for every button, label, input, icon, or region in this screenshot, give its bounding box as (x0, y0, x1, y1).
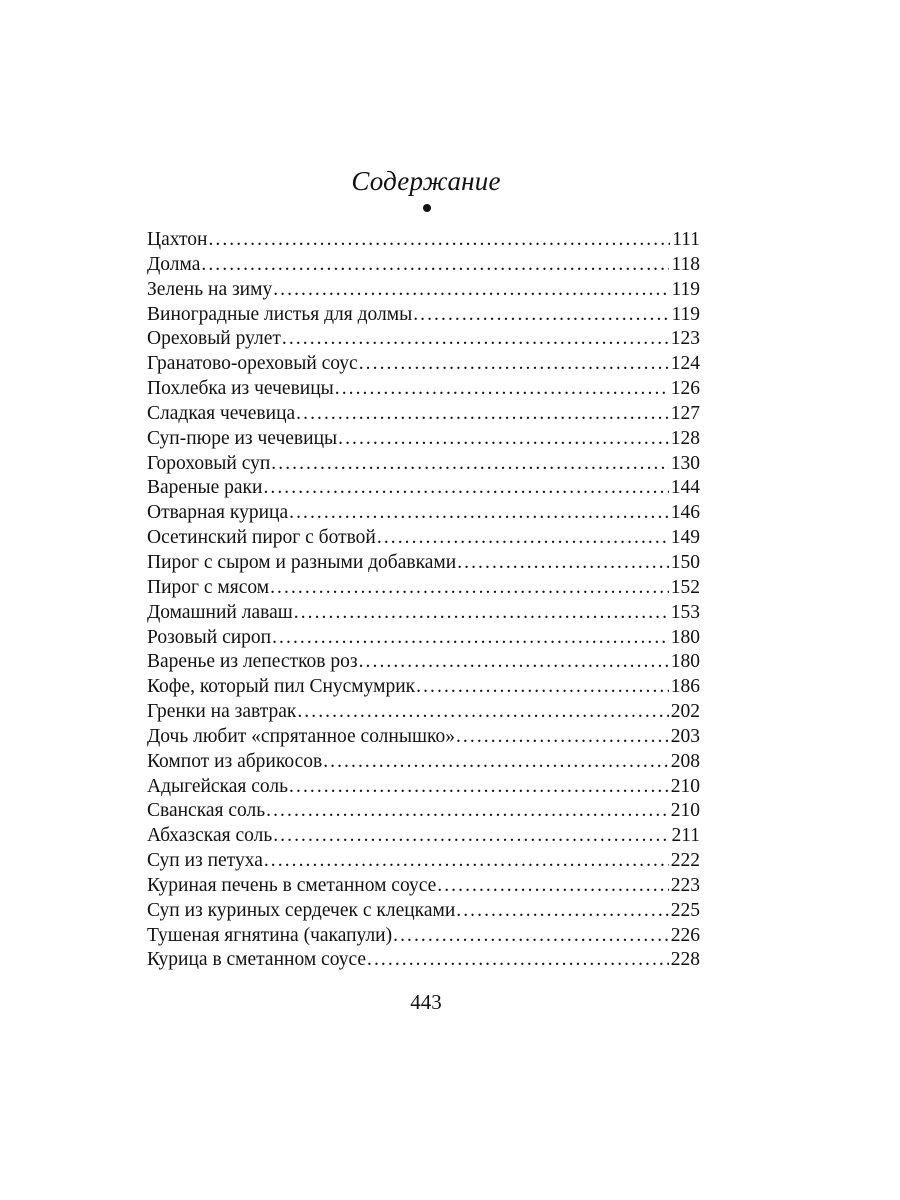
toc-entry (147, 402, 700, 427)
toc-leader-dots (338, 427, 669, 452)
toc-entry (147, 427, 700, 452)
toc-entry (147, 924, 700, 949)
toc-entry-page: 223 (670, 874, 700, 896)
toc-leader-dots (457, 551, 669, 576)
toc-entry-title: Сванская соль (147, 800, 266, 822)
toc-entry-page: 180 (670, 626, 700, 648)
toc-leader-dots (296, 402, 669, 427)
toc-leader-dots (367, 948, 669, 973)
toc-entry (147, 452, 700, 477)
toc-entry-page: 226 (670, 924, 700, 946)
toc-leader-dots (266, 799, 669, 824)
toc-entry (147, 849, 700, 874)
toc-entry-title: Компот из абрикосов (147, 750, 323, 772)
toc-leader-dots (437, 874, 668, 899)
toc-entry-page: 152 (670, 576, 700, 598)
toc-entry-title: Курица в сметанном соусе (147, 949, 367, 971)
toc-entry-page: 124 (670, 353, 700, 375)
toc-entry-title: Ореховый рулет (147, 328, 281, 350)
toc-entry-title: Куриная печень в сметанном соусе (147, 874, 437, 896)
toc-leader-dots (208, 228, 670, 253)
toc-leader-dots (282, 327, 669, 352)
toc-entry-title: Суп из куриных сердечек с клецками (147, 899, 456, 921)
toc-entry-page: 180 (670, 651, 700, 673)
toc-entry (147, 700, 700, 725)
toc-entry (147, 948, 700, 973)
toc-entry-page: 210 (670, 775, 700, 797)
toc-entry-page: 211 (671, 825, 700, 847)
table-of-contents (147, 228, 700, 973)
toc-leader-dots (359, 650, 669, 675)
toc-entry (147, 253, 700, 278)
toc-entry-page: 202 (670, 701, 700, 723)
toc-entry-page: 210 (670, 800, 700, 822)
toc-leader-dots (335, 377, 669, 402)
toc-entry-title: Гранатово-ореховый соус (147, 353, 358, 375)
toc-entry (147, 750, 700, 775)
toc-entry-page: 225 (670, 899, 700, 921)
toc-entry (147, 874, 700, 899)
toc-leader-dots (289, 775, 669, 800)
toc-entry-title: Зелень на зиму (147, 278, 273, 300)
toc-entry-page: 126 (670, 378, 700, 400)
toc-entry (147, 650, 700, 675)
toc-entry (147, 327, 700, 352)
toc-entry (147, 377, 700, 402)
toc-entry-title: Адыгейская соль (147, 775, 289, 797)
toc-entry-page: 130 (670, 452, 700, 474)
toc-entry (147, 303, 700, 328)
toc-leader-dots (416, 675, 669, 700)
toc-entry-page: 222 (670, 850, 700, 872)
toc-entry-page: 150 (670, 551, 700, 573)
toc-leader-dots (201, 253, 669, 278)
toc-entry-page: 149 (670, 527, 700, 549)
toc-entry-title: Долма (147, 253, 201, 275)
toc-entry (147, 228, 700, 253)
toc-entry-title: Цахтон (147, 229, 208, 250)
page-number: 443 (410, 990, 442, 1014)
toc-entry-page: 186 (670, 676, 700, 698)
toc-entry-page: 144 (670, 477, 700, 499)
toc-entry-title: Похлебка из чечевицы (147, 378, 334, 400)
toc-leader-dots (264, 849, 669, 874)
toc-entry-page: 228 (670, 949, 700, 971)
toc-entry-title: Осетинский пирог с ботвой (147, 527, 376, 549)
toc-entry-title: Тушеная ягнятина (чакапули) (147, 924, 393, 946)
toc-entry-title: Пирог с сыром и разными добавками (147, 551, 457, 573)
toc-entry (147, 626, 700, 651)
contents-heading: Содержание (351, 166, 501, 196)
toc-entry (147, 476, 700, 501)
toc-entry (147, 775, 700, 800)
toc-entry (147, 799, 700, 824)
toc-entry-page: 118 (671, 253, 700, 275)
toc-leader-dots (323, 750, 669, 775)
toc-leader-dots (272, 626, 669, 651)
toc-entry-title: Гренки на завтрак (147, 701, 297, 723)
toc-entry-page: 119 (671, 278, 700, 300)
toc-entry (147, 278, 700, 303)
toc-entry-title: Пирог с мясом (147, 576, 270, 598)
toc-entry-title: Суп из петуха (147, 850, 263, 872)
toc-entry-title: Отварная курица (147, 502, 289, 524)
toc-entry-title: Суп-пюре из чечевицы (147, 427, 338, 449)
toc-leader-dots (359, 352, 669, 377)
toc-entry (147, 352, 700, 377)
toc-entry (147, 725, 700, 750)
toc-leader-dots (297, 700, 668, 725)
toc-leader-dots (456, 725, 669, 750)
toc-entry (147, 675, 700, 700)
toc-entry-page: 123 (670, 328, 700, 350)
toc-entry-title: Виноградные листья для долмы (147, 303, 413, 325)
toc-leader-dots (377, 526, 669, 551)
toc-leader-dots (273, 824, 669, 849)
toc-entry-title: Кофе, который пил Снусмумрик (147, 676, 416, 698)
toc-entry-title: Розовый сироп (147, 626, 272, 648)
toc-leader-dots (271, 452, 668, 477)
toc-entry-title: Вареные раки (147, 477, 263, 499)
toc-leader-dots (393, 924, 669, 949)
toc-leader-dots (413, 303, 669, 328)
toc-entry-title: Дочь любит «спрятанное солнышко» (147, 725, 455, 747)
bullet-ornament-icon (423, 204, 431, 212)
toc-entry (147, 824, 700, 849)
toc-entry-title: Абхазская соль (147, 825, 273, 847)
toc-entry (147, 551, 700, 576)
toc-entry-page: 111 (672, 229, 700, 250)
toc-entry-title: Домашний лаваш (147, 601, 293, 623)
toc-entry-page: 128 (670, 427, 700, 449)
toc-entry-page: 119 (671, 303, 700, 325)
toc-leader-dots (289, 501, 669, 526)
toc-leader-dots (273, 278, 669, 303)
toc-leader-dots (270, 576, 669, 601)
toc-entry (147, 501, 700, 526)
toc-leader-dots (263, 476, 668, 501)
toc-entry-page: 127 (670, 402, 700, 424)
toc-entry-title: Сладкая чечевица (147, 402, 296, 424)
toc-entry-title: Гороховый суп (147, 452, 271, 474)
toc-entry-page: 203 (670, 725, 700, 747)
toc-entry (147, 576, 700, 601)
toc-entry-title: Варенье из лепестков роз (147, 651, 358, 673)
toc-entry-page: 153 (670, 601, 700, 623)
toc-entry (147, 526, 700, 551)
toc-entry (147, 601, 700, 626)
toc-leader-dots (294, 601, 669, 626)
toc-entry-page: 146 (670, 502, 700, 524)
toc-entry-page: 208 (670, 750, 700, 772)
toc-leader-dots (456, 899, 668, 924)
toc-entry (147, 899, 700, 924)
